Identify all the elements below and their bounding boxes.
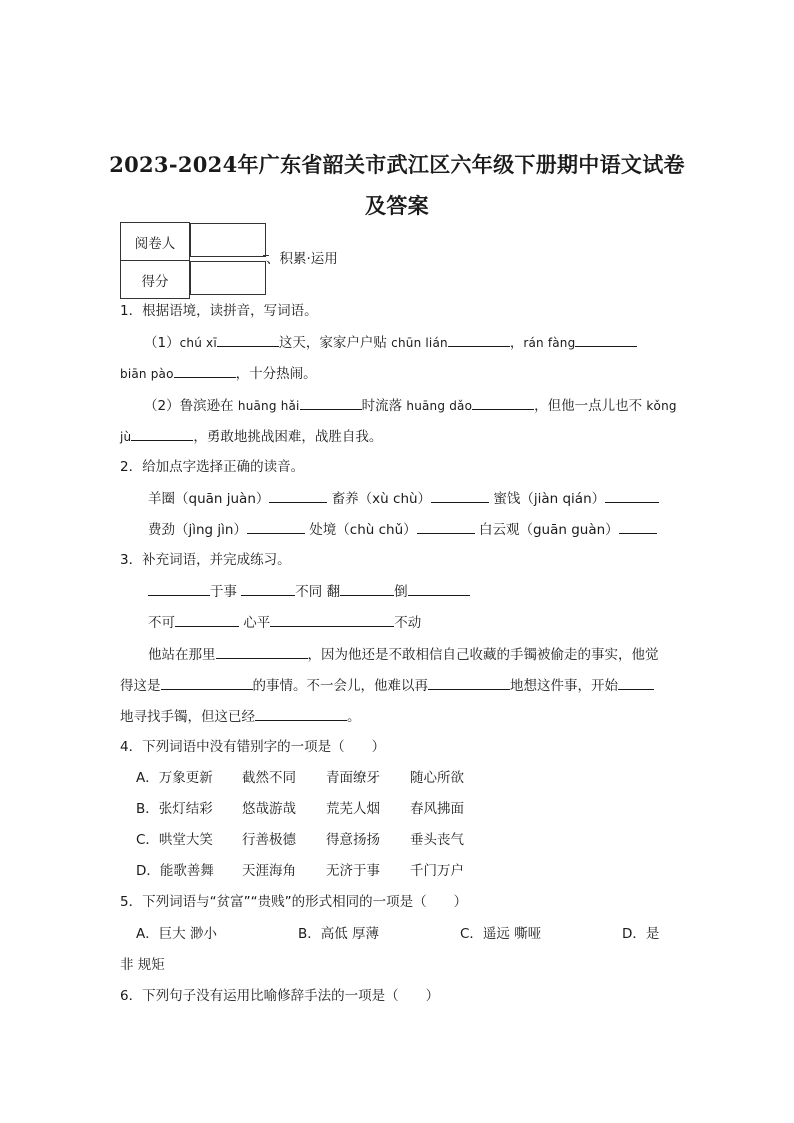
- q2-item: 白云观（guān guàn）: [478, 522, 619, 538]
- score-table: [120, 222, 267, 299]
- exam-title-line1: 2023-2024年广东省韶关市武江区六年级下册期中语文试卷: [109, 152, 685, 177]
- q3-stem: 3．补充词语，并完成练习。: [120, 552, 291, 568]
- option-word: 荒芜人烟: [326, 801, 380, 817]
- option-word: 悠哉游哉: [242, 801, 296, 817]
- q3-word: 不动: [394, 615, 422, 631]
- option-word: 垂头丧气: [410, 832, 464, 848]
- answer-blank[interactable]: [217, 333, 279, 347]
- q5-option-a[interactable]: A．巨大 渺小: [136, 926, 218, 942]
- q1-p4-text: ，勇敢地挑战困难，战胜自我。: [193, 429, 383, 445]
- q5-option-c[interactable]: C．遥远 嘶哑: [460, 926, 542, 942]
- q4-option-c[interactable]: [136, 831, 464, 849]
- q1-p3-prefix: （2）鲁滨逊在: [144, 398, 238, 414]
- section-heading: 、积累·运用: [266, 251, 338, 267]
- q4-option-d[interactable]: [136, 862, 464, 880]
- q5-option-d-cont: 非 规矩: [120, 957, 165, 973]
- answer-blank[interactable]: [269, 489, 327, 503]
- answer-blank[interactable]: [431, 489, 489, 503]
- option-word: 得意扬扬: [326, 832, 380, 848]
- reviewer-cell: [190, 223, 266, 257]
- pinyin-8: jù: [120, 430, 132, 444]
- q1-line2: [120, 364, 317, 383]
- option-word: 千门万户: [410, 863, 464, 879]
- q1-stem: 1．根据语境，读拼音，写词语。: [120, 303, 318, 319]
- q3-text: 地想这件事，开始: [510, 678, 618, 694]
- q3-word: 心平: [239, 615, 271, 631]
- q1-p1-comma: ，: [509, 335, 524, 351]
- score-cell: [190, 261, 266, 295]
- pinyin-5: huāng hǎi: [237, 399, 300, 413]
- score-label: 得分: [121, 261, 190, 299]
- q6-stem: 6．下列句子没有运用比喻修辞手法的一项是（ ）: [120, 988, 440, 1004]
- answer-blank[interactable]: [216, 645, 308, 659]
- q3-para-line2: [120, 676, 654, 695]
- q2-item: 处境（chù chǔ）: [309, 522, 417, 538]
- answer-blank[interactable]: [408, 582, 470, 596]
- q2-item: 畜养（xù chù）: [331, 491, 432, 507]
- option-word: 青面缭牙: [326, 770, 380, 786]
- answer-blank[interactable]: [247, 520, 305, 534]
- option-label: C．哄堂大笑: [136, 832, 213, 848]
- q3-words-row2: [148, 613, 421, 632]
- q5-options: [136, 925, 659, 943]
- exam-title-line2: 及答案: [365, 193, 429, 218]
- q1-p3-text2: ，但他一点儿也不: [534, 398, 647, 414]
- option-label: D．能歌善舞: [136, 863, 214, 879]
- answer-blank[interactable]: [255, 707, 347, 721]
- q1-line4: [120, 427, 382, 446]
- q3-text: 他站在那里: [148, 647, 216, 663]
- q3-words-row1: [148, 582, 470, 601]
- pinyin-1: chú xī: [179, 336, 217, 350]
- option-word: 随心所欲: [410, 770, 464, 786]
- reviewer-label: 阅卷人: [121, 223, 190, 261]
- q3-text: 得这是: [120, 678, 161, 694]
- q2-item: 羊圈（quān juàn）: [148, 491, 270, 507]
- q3-text: 地寻找手镯，但这已经: [120, 709, 255, 725]
- answer-blank[interactable]: [175, 613, 239, 627]
- answer-blank[interactable]: [148, 582, 210, 596]
- answer-blank[interactable]: [270, 613, 394, 627]
- q1-p2-text: ，十分热闹。: [235, 366, 317, 382]
- answer-blank[interactable]: [428, 676, 510, 690]
- answer-blank[interactable]: [131, 427, 193, 441]
- answer-blank[interactable]: [241, 582, 295, 596]
- q1-p1-text: 这天，家家户户贴: [278, 335, 392, 351]
- option-word: 天涯海角: [242, 863, 296, 879]
- q2-item: 费劲（jìng jìn）: [148, 522, 247, 538]
- q2-row1: [148, 489, 659, 508]
- answer-blank[interactable]: [605, 489, 659, 503]
- q4-option-a[interactable]: [136, 769, 464, 787]
- pinyin-6: huāng dǎo: [406, 399, 473, 413]
- q1-p3-text: 时流落: [361, 398, 407, 414]
- q1-p1-prefix: （1）: [144, 335, 180, 351]
- option-word: 行善极德: [242, 832, 296, 848]
- q2-stem: 2．给加点字选择正确的读音。: [120, 459, 305, 475]
- q5-stem: 5．下列词语与“贫富”“贵贱”的形式相同的一项是（ ）: [120, 894, 468, 910]
- q3-word: 不可: [148, 615, 175, 631]
- answer-blank[interactable]: [300, 396, 362, 410]
- answer-blank[interactable]: [174, 364, 236, 378]
- q2-row2: [148, 520, 657, 539]
- answer-blank[interactable]: [619, 520, 657, 534]
- pinyin-3: rán fàng: [523, 336, 576, 350]
- answer-blank[interactable]: [340, 582, 394, 596]
- option-label: B．张灯结彩: [136, 801, 213, 817]
- pinyin-4: biān pào: [120, 367, 174, 381]
- option-word: 无济于事: [326, 863, 380, 879]
- answer-blank[interactable]: [161, 676, 253, 690]
- q3-text: 的事情。不一会儿，他难以再: [252, 678, 428, 694]
- q3-word: 倒: [394, 584, 408, 600]
- option-word: 春风拂面: [410, 801, 464, 817]
- answer-blank[interactable]: [618, 676, 654, 690]
- q3-text: ，因为他还是不敢相信自己收藏的手镯被偷走的事实，他觉: [307, 647, 659, 663]
- answer-blank[interactable]: [575, 333, 637, 347]
- q3-para-line3: [120, 707, 361, 726]
- q1-line1: [144, 333, 637, 352]
- q5-option-d[interactable]: D．是: [622, 926, 660, 942]
- q5-option-b[interactable]: B．高低 厚薄: [298, 926, 380, 942]
- answer-blank[interactable]: [417, 520, 475, 534]
- answer-blank[interactable]: [472, 396, 534, 410]
- q3-text: 。: [347, 709, 361, 725]
- q2-item: 蜜饯（jiàn qián）: [493, 491, 606, 507]
- q3-word: 不同 翻: [295, 584, 341, 600]
- pinyin-2: chūn lián: [391, 336, 448, 350]
- pinyin-7: kǒng: [646, 399, 677, 413]
- q4-stem: 4．下列词语中没有错别字的一项是（ ）: [120, 739, 386, 755]
- q1-line3: [144, 396, 677, 415]
- q4-option-b[interactable]: [136, 800, 464, 818]
- option-word: 截然不同: [242, 770, 296, 786]
- option-label: A．万象更新: [136, 770, 213, 786]
- q3-word: 于事: [210, 584, 237, 600]
- answer-blank[interactable]: [448, 333, 510, 347]
- q3-para-line1: [148, 645, 659, 664]
